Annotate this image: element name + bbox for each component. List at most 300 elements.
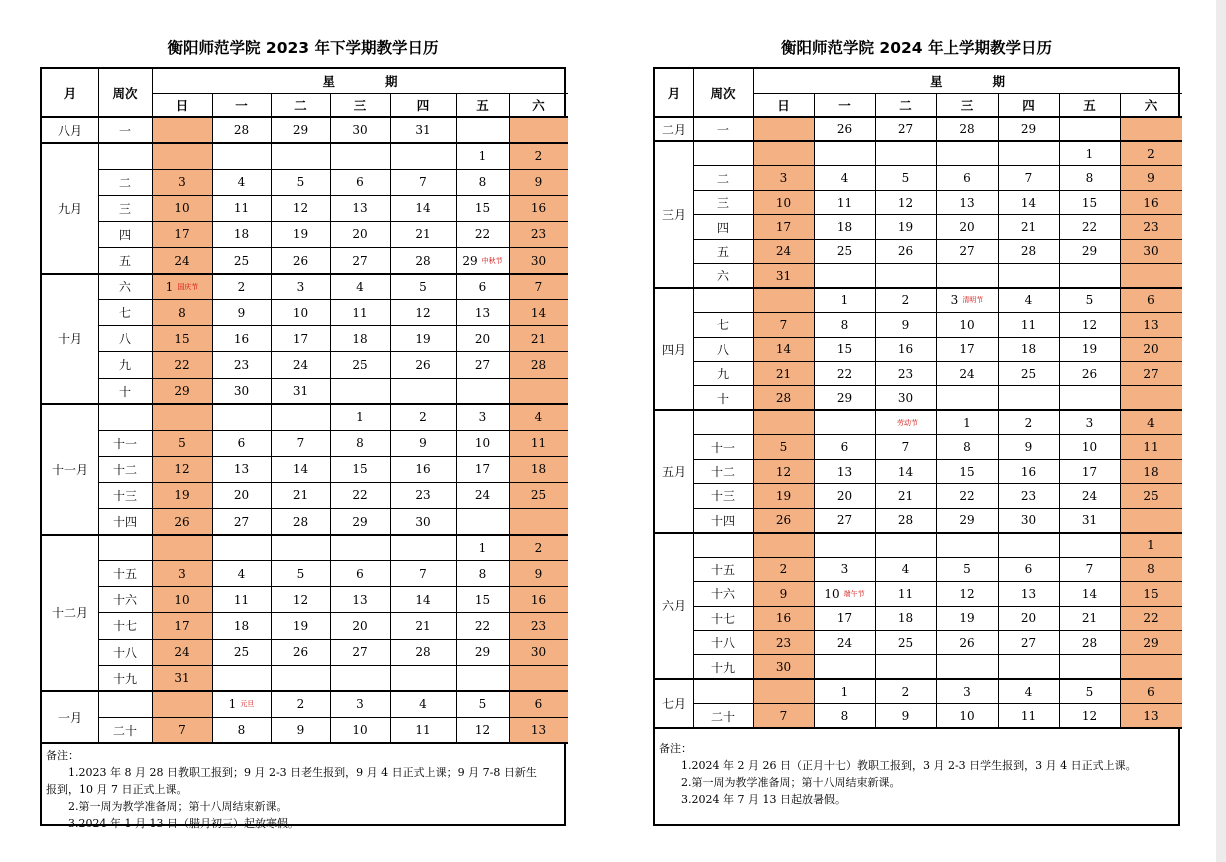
week-number-cell [98, 404, 152, 430]
date-cell [875, 410, 936, 434]
date-number: 25 [897, 635, 914, 650]
date-cell [271, 639, 330, 665]
row-line [693, 190, 1182, 191]
date-number: 18 [530, 462, 547, 477]
date-number: 11 [415, 723, 431, 738]
date-cell [509, 404, 568, 430]
date-number: 22 [474, 227, 491, 242]
date-cell [390, 456, 456, 482]
week-number: 三 [716, 196, 729, 211]
week-number-cell [98, 665, 152, 691]
date-number: 20 [1143, 342, 1159, 357]
row-line [693, 654, 1182, 655]
date-number: 30 [530, 645, 547, 660]
date-number: 24 [959, 366, 975, 381]
date-number: 7 [779, 709, 788, 724]
date-cell [390, 404, 456, 430]
date-number: 10 [959, 317, 975, 332]
date-cell [875, 313, 936, 337]
date-number: 21 [1081, 611, 1098, 626]
week-number: 十六 [710, 587, 735, 602]
date-number: 20 [836, 488, 853, 503]
date-cell [1120, 239, 1182, 263]
date-number: 14 [775, 342, 792, 357]
date-cell [509, 326, 568, 352]
month-header: 月 [63, 86, 77, 101]
date-number: 10 [292, 305, 309, 320]
month-label: 三月 [661, 208, 686, 223]
date-number: 29 [174, 384, 190, 399]
date-number: 5 [963, 562, 971, 577]
date-cell [509, 248, 568, 274]
week-number: 十 [118, 384, 131, 399]
date-cell [456, 326, 509, 352]
week-number: 十七 [710, 611, 735, 626]
week-number: 三 [118, 201, 131, 216]
date-cell [212, 587, 271, 613]
row-line [98, 482, 568, 483]
week-number-cell [693, 606, 753, 630]
date-cell [1120, 117, 1182, 141]
date-number: 25 [530, 488, 547, 503]
month-label: 二月 [661, 122, 686, 137]
date-number: 8 [237, 723, 246, 738]
date-cell [936, 484, 998, 508]
date-number: 3 [1085, 415, 1094, 430]
date-cell [998, 239, 1059, 263]
date-number: 20 [233, 488, 250, 503]
date-number: 18 [1143, 464, 1159, 479]
week-number: 十七 [112, 619, 137, 634]
date-cell [509, 509, 568, 535]
date-cell [936, 704, 998, 728]
date-cell [152, 378, 212, 404]
date-cell [390, 717, 456, 743]
holiday-label: 劳动节 [897, 418, 918, 427]
date-number: 8 [963, 440, 971, 455]
date-number: 4 [901, 562, 910, 577]
date-cell [998, 606, 1059, 630]
date-number: 22 [959, 488, 975, 503]
date-cell [875, 533, 936, 557]
date-number: 27 [1143, 366, 1159, 381]
date-number: 8 [478, 566, 487, 581]
date-cell [875, 362, 936, 386]
date-cell [1059, 655, 1120, 679]
date-cell [753, 166, 814, 190]
date-cell [1059, 288, 1120, 312]
week-number: 一 [716, 122, 729, 137]
date-cell [1120, 704, 1182, 728]
row-line [98, 299, 568, 300]
date-number: 18 [1020, 342, 1037, 357]
date-cell [1059, 508, 1120, 532]
week-number-cell [98, 430, 152, 456]
date-cell [390, 274, 456, 300]
date-cell [1120, 166, 1182, 190]
date-cell [152, 717, 212, 743]
date-cell [212, 665, 271, 691]
row-line [693, 239, 1182, 240]
remarks-line: 2.第一周为教学准备周；第十八周结束新课。 [659, 776, 901, 790]
date-cell [271, 117, 330, 143]
date-number: 1 [478, 149, 487, 164]
date-cell [330, 195, 390, 221]
row-line [98, 639, 568, 640]
date-number: 21 [1020, 220, 1037, 235]
date-cell [814, 410, 875, 434]
date-number: 24 [174, 253, 190, 268]
date-number: 11 [1020, 317, 1037, 332]
week-number: 八 [716, 342, 729, 357]
date-number: 23 [530, 618, 547, 633]
date-cell [271, 169, 330, 195]
date-number: 16 [1020, 464, 1037, 479]
weekday-header: 六 [532, 98, 545, 113]
date-number: 27 [352, 645, 368, 660]
date-cell [936, 679, 998, 703]
date-number: 19 [292, 618, 309, 633]
date-cell [753, 533, 814, 557]
date-number: 10 [959, 709, 975, 724]
row-line [693, 361, 1182, 362]
date-number: 29 [836, 391, 853, 406]
date-number: 9 [296, 723, 305, 738]
date-cell [814, 606, 875, 630]
month-label: 五月 [661, 465, 686, 480]
date-cell [212, 482, 271, 508]
date-cell [936, 313, 998, 337]
date-cell [998, 704, 1059, 728]
date-cell [330, 378, 390, 404]
date-cell [271, 613, 330, 639]
row-line [693, 312, 1182, 313]
date-cell [330, 613, 390, 639]
date-number: 4 [237, 566, 246, 581]
date-cell [152, 509, 212, 535]
header-bottom-line [42, 116, 568, 118]
date-number: 5 [1085, 684, 1094, 699]
date-cell [998, 264, 1059, 288]
date-number: 8 [840, 317, 849, 332]
date-cell [456, 117, 509, 143]
date-number: 23 [530, 227, 547, 242]
date-cell [1059, 190, 1120, 214]
date-cell [998, 190, 1059, 214]
week-number-cell [693, 141, 753, 165]
date-number: 6 [478, 279, 487, 294]
date-number: 11 [233, 201, 250, 216]
date-cell [814, 239, 875, 263]
date-number: 23 [897, 366, 914, 381]
date-number: 9 [779, 586, 788, 601]
date-number: 5 [478, 697, 487, 712]
date-cell [390, 195, 456, 221]
date-cell [875, 386, 936, 410]
date-cell [509, 352, 568, 378]
row-line [693, 459, 1182, 460]
date-number: 3 [963, 684, 971, 699]
week-number: 一 [118, 123, 131, 138]
date-cell [456, 613, 509, 639]
date-number: 14 [292, 462, 309, 477]
date-number: 23 [1143, 220, 1159, 235]
week-number-cell [693, 386, 753, 410]
week-number-cell [98, 248, 152, 274]
date-cell [509, 378, 568, 404]
date-number: 16 [1143, 195, 1159, 210]
date-number: 13 [959, 195, 975, 210]
date-cell [212, 143, 271, 169]
date-number: 3 [478, 410, 487, 425]
week-number: 十五 [710, 562, 735, 577]
week-number: 十 [716, 391, 729, 406]
date-cell [936, 190, 998, 214]
week-number-cell [693, 704, 753, 728]
date-cell [1059, 484, 1120, 508]
column-line [212, 93, 213, 743]
row-line [693, 508, 1182, 509]
date-number: 24 [1081, 488, 1098, 503]
weekday-header: 日 [777, 98, 790, 113]
row-line [655, 140, 1182, 142]
date-cell [456, 221, 509, 247]
date-cell [271, 195, 330, 221]
date-number: 8 [1085, 171, 1094, 186]
date-number: 2 [237, 279, 246, 294]
row-line [693, 263, 1182, 264]
date-cell [753, 582, 814, 606]
date-number: 13 [233, 462, 250, 477]
date-number: 7 [296, 436, 305, 451]
date-cell [330, 404, 390, 430]
date-cell [1120, 557, 1182, 581]
date-number: 30 [233, 384, 250, 399]
week-number: 六 [118, 280, 131, 295]
date-number: 21 [415, 227, 431, 242]
row-line [42, 273, 568, 275]
week-number: 二 [716, 171, 729, 186]
header-divider [753, 93, 1182, 94]
date-cell [1059, 337, 1120, 361]
remarks-line: 1.2023 年 8 月 28 日教职工报到；9 月 2-3 日老生报到，9 月 4 日正式上课；9 月 7-8 日新生 [46, 766, 537, 780]
week-number-cell [98, 482, 152, 508]
date-number: 19 [292, 227, 309, 242]
date-number: 4 [1024, 684, 1033, 699]
date-number: 23 [775, 635, 792, 650]
date-number: 12 [292, 201, 309, 216]
date-cell [936, 117, 998, 141]
weekday-header: 四 [1022, 98, 1035, 113]
date-cell [152, 352, 212, 378]
month-label: 七月 [661, 697, 686, 712]
date-cell [998, 484, 1059, 508]
date-number: 10 [824, 586, 840, 601]
month-label: 九月 [57, 201, 82, 216]
date-cell [814, 435, 875, 459]
date-cell [936, 459, 998, 483]
week-number-cell [98, 274, 152, 300]
date-cell [152, 221, 212, 247]
date-cell [814, 459, 875, 483]
row-line [98, 612, 568, 613]
week-number-cell [693, 679, 753, 703]
date-number: 7 [1024, 171, 1033, 186]
weekday-group-header: 星 期 [929, 74, 1005, 89]
date-number: 16 [897, 342, 914, 357]
date-cell [456, 378, 509, 404]
date-number: 26 [174, 514, 190, 529]
date-number: 11 [1020, 709, 1037, 724]
date-number: 29 [1081, 244, 1098, 259]
weekday-header: 三 [960, 98, 974, 113]
date-number: 10 [474, 436, 491, 451]
date-number: 8 [478, 175, 487, 190]
date-number: 7 [901, 440, 910, 455]
date-cell [212, 195, 271, 221]
date-number: 28 [959, 122, 975, 137]
date-number: 16 [530, 201, 547, 216]
date-number: 30 [530, 253, 547, 268]
date-cell [753, 337, 814, 361]
date-cell [814, 288, 875, 312]
date-cell [330, 482, 390, 508]
date-number: 15 [474, 201, 491, 216]
week-number: 十二 [710, 465, 735, 480]
date-cell [390, 143, 456, 169]
row-line [655, 678, 1182, 680]
holiday-label: 元旦 [240, 700, 255, 709]
date-cell [152, 195, 212, 221]
date-cell [1059, 704, 1120, 728]
date-number: 12 [775, 464, 792, 479]
date-number: 3 [296, 279, 305, 294]
date-number: 21 [530, 331, 547, 346]
date-cell [271, 717, 330, 743]
date-cell [936, 386, 998, 410]
date-cell [1059, 410, 1120, 434]
date-number: 2 [534, 149, 543, 164]
date-cell [998, 313, 1059, 337]
date-cell [998, 362, 1059, 386]
date-number: 29 [292, 123, 309, 138]
date-number: 31 [415, 123, 431, 138]
date-cell [152, 143, 212, 169]
date-cell [390, 300, 456, 326]
date-cell [509, 482, 568, 508]
date-number: 6 [963, 171, 971, 186]
date-cell [875, 557, 936, 581]
date-cell [390, 587, 456, 613]
date-number: 8 [840, 709, 849, 724]
date-number: 19 [897, 220, 914, 235]
date-cell [875, 337, 936, 361]
month-label: 一月 [57, 710, 82, 725]
date-number: 28 [415, 253, 431, 268]
date-number: 4 [356, 279, 364, 294]
row-line [655, 409, 1182, 411]
date-cell [753, 679, 814, 703]
week-number: 五 [716, 244, 729, 259]
date-number: 9 [901, 317, 910, 332]
date-cell [998, 679, 1059, 703]
week-number-cell [693, 655, 753, 679]
row-line [693, 385, 1182, 386]
date-cell [1059, 630, 1120, 654]
column-line [814, 93, 815, 728]
date-number: 2 [1147, 146, 1155, 161]
week-number-cell [98, 326, 152, 352]
date-number: 31 [1081, 513, 1098, 528]
date-number: 17 [174, 618, 190, 633]
date-cell [212, 221, 271, 247]
date-number: 6 [1024, 562, 1033, 577]
date-cell [509, 691, 568, 717]
week-number-cell [98, 535, 152, 561]
date-cell [1059, 264, 1120, 288]
date-number: 8 [356, 436, 364, 451]
row-line [98, 665, 568, 666]
date-number: 14 [415, 201, 431, 216]
week-number-cell [98, 169, 152, 195]
date-number: 28 [1081, 635, 1098, 650]
date-cell [330, 143, 390, 169]
date-number: 10 [174, 592, 190, 607]
date-cell [456, 195, 509, 221]
date-number: 9 [419, 436, 427, 451]
date-cell [330, 456, 390, 482]
date-cell [1059, 582, 1120, 606]
week-number-cell [693, 337, 753, 361]
date-number: 15 [1143, 586, 1159, 601]
date-number: 1 [478, 540, 487, 555]
date-cell [875, 459, 936, 483]
row-line [693, 483, 1182, 484]
date-number: 26 [959, 635, 975, 650]
date-cell [936, 362, 998, 386]
scrollbar-track[interactable] [1216, 0, 1226, 862]
date-cell [1059, 435, 1120, 459]
date-number: 4 [237, 175, 246, 190]
date-cell [271, 482, 330, 508]
date-number: 18 [233, 618, 250, 633]
row-line [655, 532, 1182, 534]
date-number: 25 [1143, 488, 1159, 503]
date-number: 19 [775, 488, 792, 503]
date-cell [875, 679, 936, 703]
remarks-line: 1.2024 年 2 月 26 日（正月十七）教职工报到，3 月 2-3 日学生报到，3 月 4 日正式上课。 [659, 759, 1137, 773]
date-cell [271, 352, 330, 378]
date-number: 25 [836, 244, 853, 259]
week-number: 七 [118, 306, 131, 321]
column-line [936, 93, 937, 728]
date-cell [152, 665, 212, 691]
date-number: 22 [1081, 220, 1098, 235]
row-line [42, 142, 568, 144]
date-number: 26 [836, 122, 853, 137]
date-cell [1059, 141, 1120, 165]
date-cell [212, 613, 271, 639]
row-line [98, 325, 568, 326]
date-cell [271, 561, 330, 587]
date-cell [875, 484, 936, 508]
date-cell [753, 215, 814, 239]
weekday-header: 六 [1144, 98, 1158, 113]
date-cell [875, 655, 936, 679]
holiday-label: 清明节 [962, 296, 984, 305]
date-cell [330, 665, 390, 691]
date-number: 29 [352, 514, 368, 529]
